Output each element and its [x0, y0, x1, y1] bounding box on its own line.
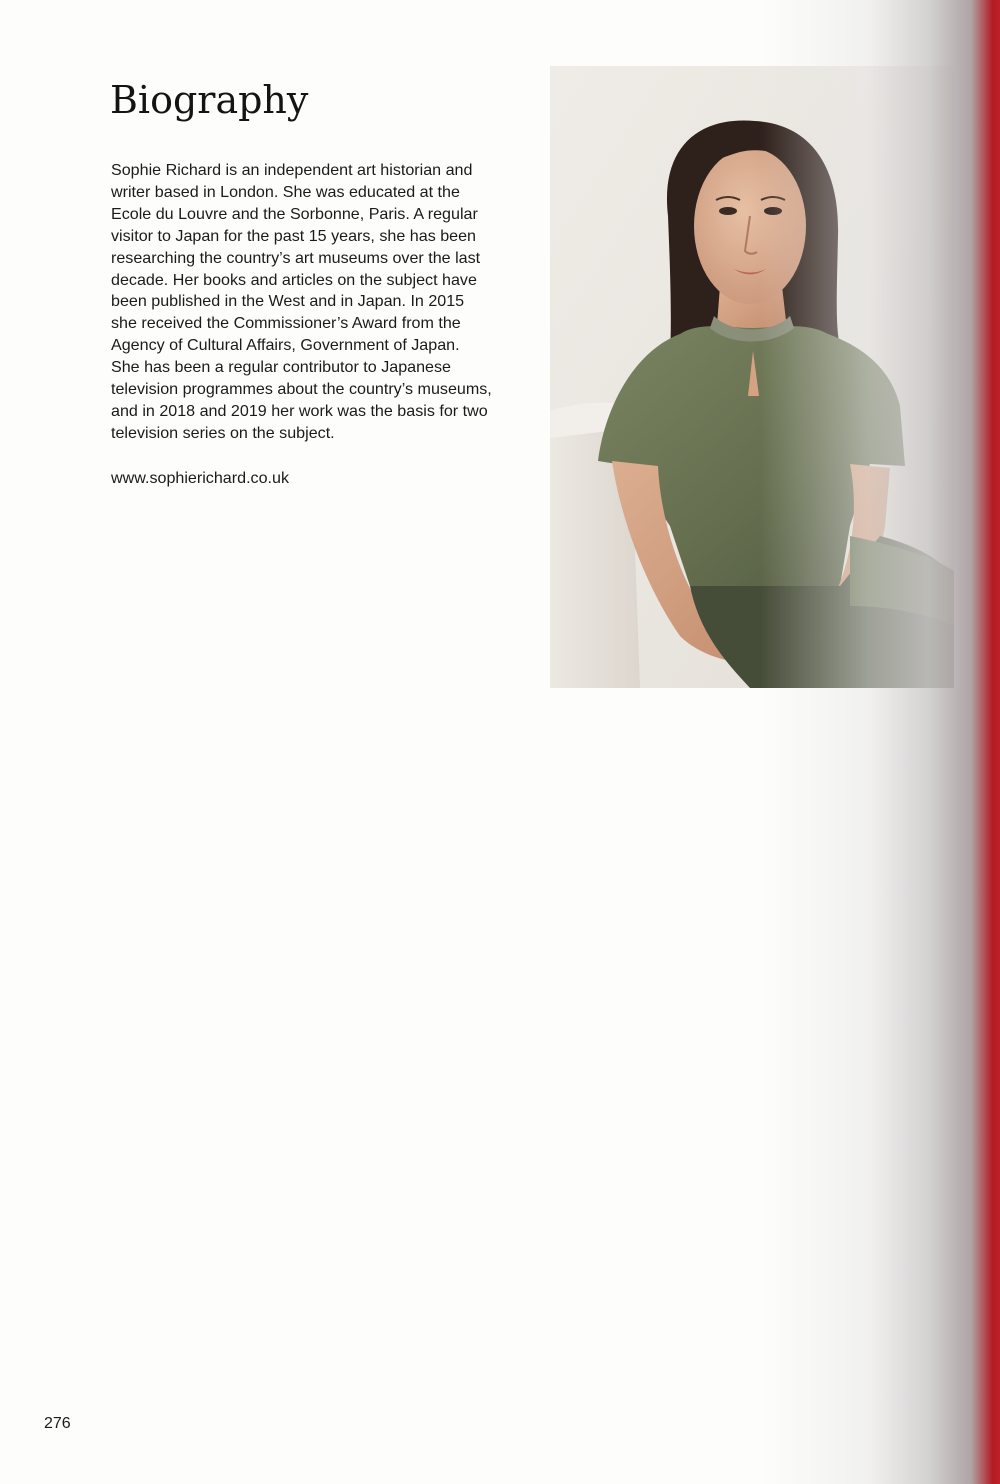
bio-line: decade. Her books and articles on the subject have [111, 270, 477, 289]
bio-line: researching the country’s art museums over the last [111, 248, 481, 267]
biography-text [111, 160, 543, 445]
bio-line: television programmes about the country’s museums, [111, 380, 492, 399]
bio-line: and in 2018 and 2019 her work was the basis for two [111, 401, 488, 420]
bio-line: Agency of Cultural Affairs, Government of Japan. [111, 336, 460, 355]
bio-line: Sophie Richard is an independent art historian and [111, 161, 473, 179]
bio-line: writer based in London. She was educated at the [111, 182, 460, 201]
bio-line: She has been a regular contributor to Japanese [111, 358, 451, 377]
bio-line: television series on the subject. [111, 423, 335, 442]
bio-line: visitor to Japan for the past 15 years, she has been [111, 226, 477, 245]
book-spine-shadow [760, 0, 1000, 1484]
page-number: 276 [44, 1415, 71, 1432]
page-heading: Biography [110, 78, 309, 122]
author-website: www.sophierichard.co.uk [111, 469, 290, 487]
bio-line: she received the Commissioner’s Award from the [111, 314, 461, 333]
bio-line: Ecole du Louvre and the Sorbonne, Paris. A regular [111, 204, 478, 223]
bio-line: been published in the West and in Japan. In 2015 [111, 292, 465, 311]
